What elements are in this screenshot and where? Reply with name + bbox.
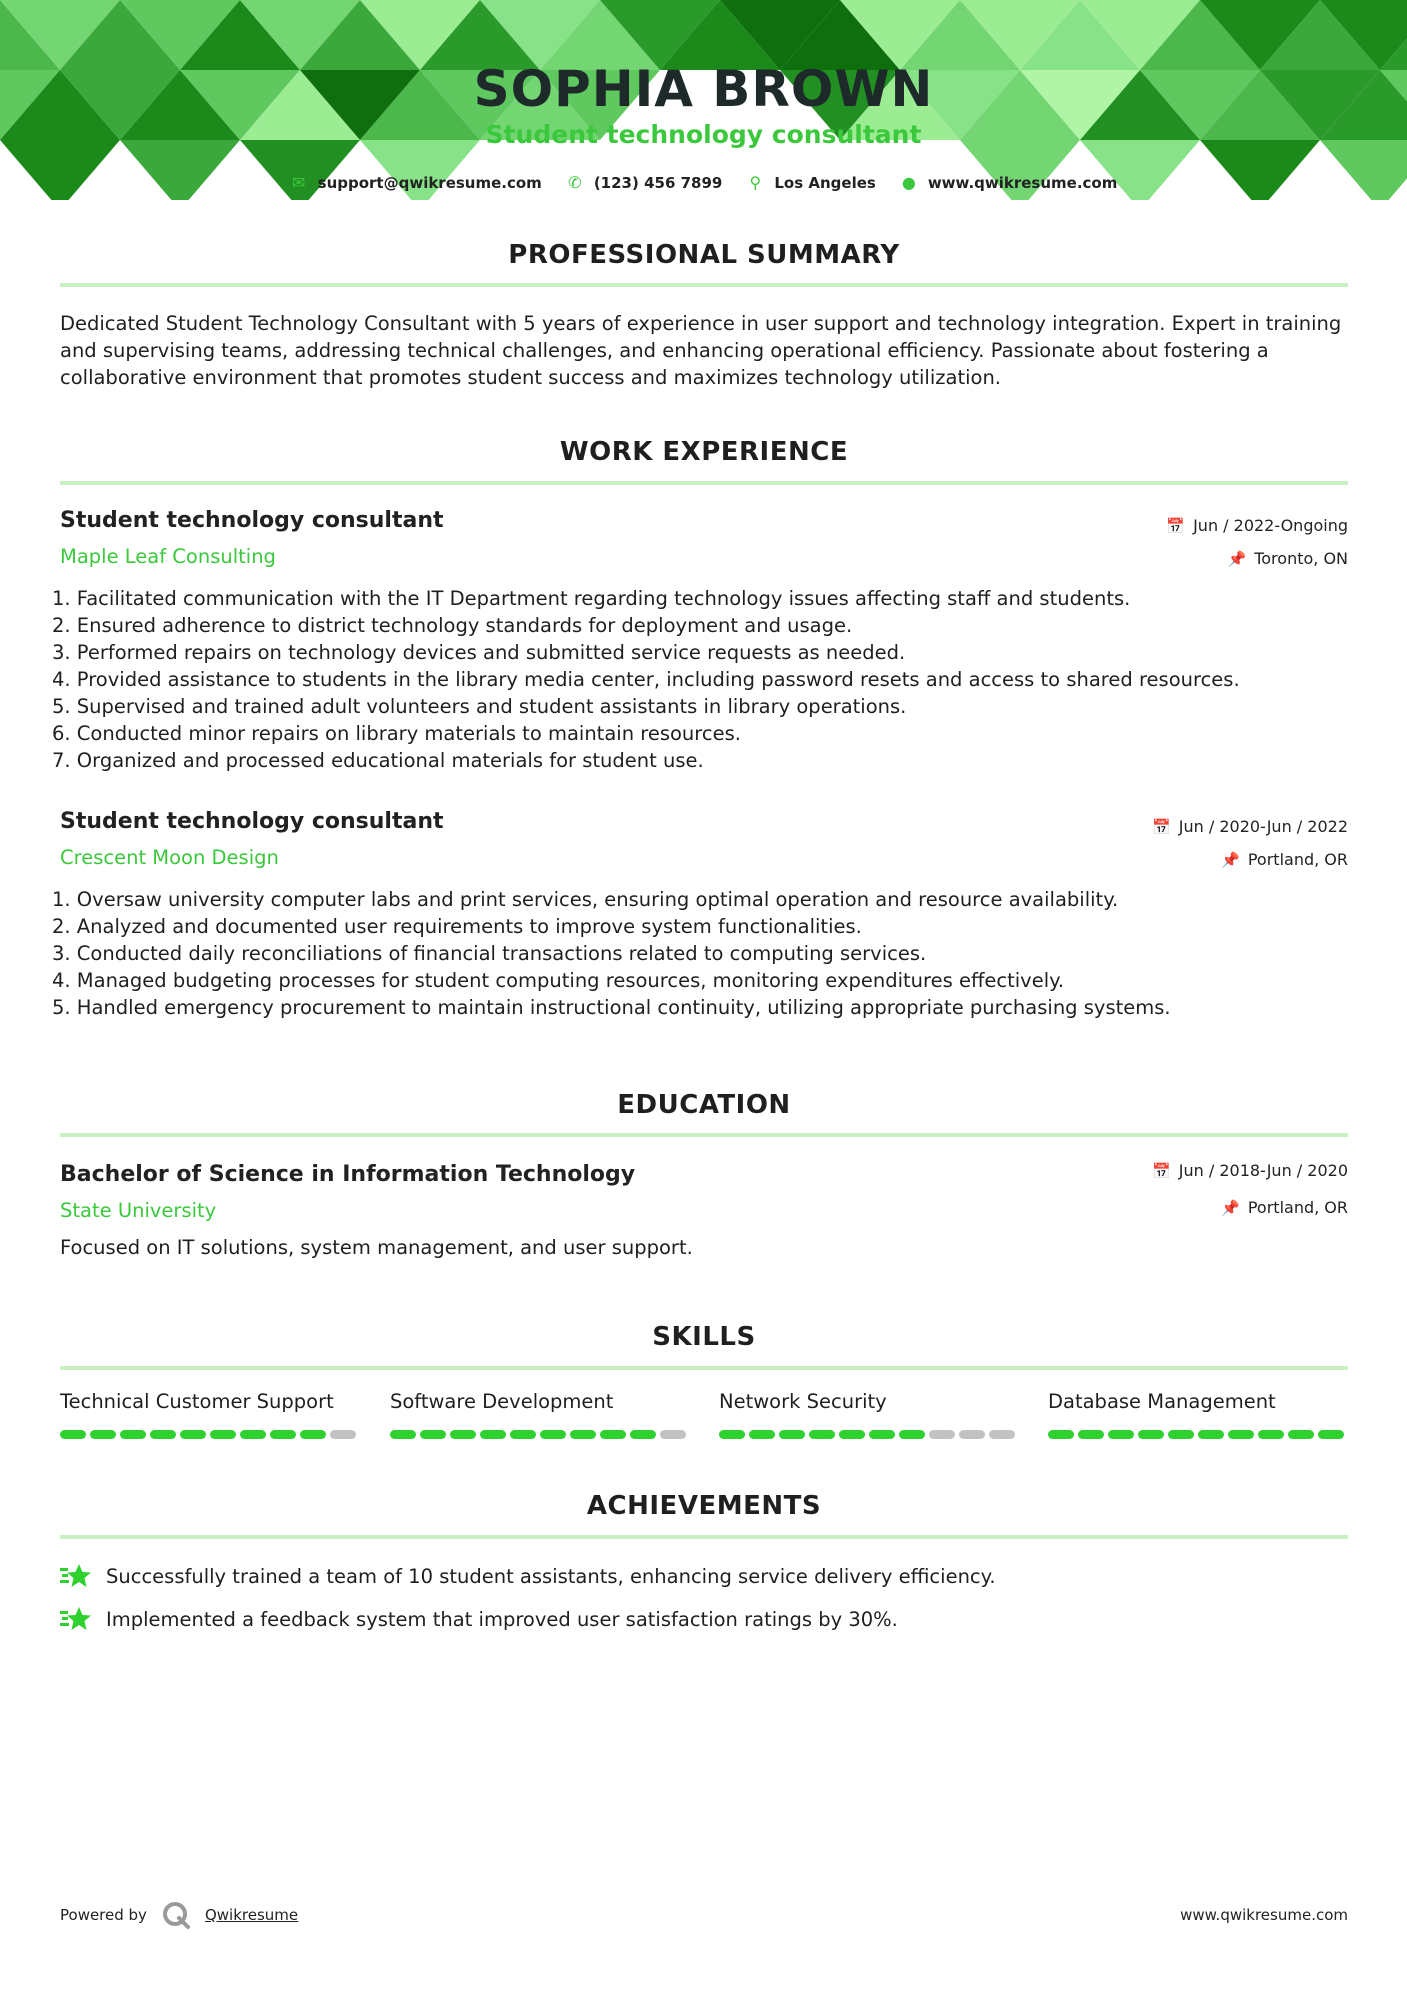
candidate-name: SOPHIA BROWN	[473, 60, 934, 118]
skill-level-segment	[240, 1430, 266, 1439]
skill-level-segment	[660, 1430, 686, 1439]
skill-level-segment	[839, 1430, 865, 1439]
section-title-achievements: ACHIEVEMENTS	[586, 1491, 822, 1521]
contact-phone-text: (123) 456 7899	[593, 173, 723, 192]
envelope-icon: ✉	[291, 173, 306, 192]
globe-icon: ●	[901, 173, 916, 192]
list-item: 2. Ensured adherence to district technology standards for deployment and usage.	[52, 614, 853, 637]
skill-level-segment	[719, 1430, 745, 1439]
job-location-text: Portland, OR	[1247, 850, 1348, 869]
contact-location-text: Los Angeles	[774, 173, 876, 192]
section-divider	[60, 1366, 1348, 1370]
list-item: 2. Analyzed and documented user requirements to improve system functionalities.	[52, 915, 862, 938]
skill-level-segment	[210, 1430, 236, 1439]
phone-icon: ✆	[568, 173, 582, 192]
skill-item	[719, 1390, 1019, 1439]
achievement-item	[60, 1605, 898, 1633]
calendar-icon: 📅	[1152, 817, 1171, 836]
skill-level-segment	[570, 1430, 596, 1439]
skill-level-segment	[630, 1430, 656, 1439]
skill-level-segment	[120, 1430, 146, 1439]
footer-website[interactable]: www.qwikresume.com	[1180, 1906, 1348, 1924]
section-title-skills: SKILLS	[652, 1322, 756, 1352]
contact-location	[746, 173, 875, 192]
job-company: Maple Leaf Consulting	[60, 545, 276, 568]
skill-level-segment	[869, 1430, 895, 1439]
education-date	[1152, 1161, 1348, 1180]
contact-bar	[0, 173, 1407, 192]
achievement-item	[60, 1562, 996, 1590]
skill-level-segment	[1108, 1430, 1134, 1439]
contact-email-text: support@qwikresume.com	[317, 173, 542, 192]
skill-level-segment	[1048, 1430, 1074, 1439]
skill-level-segment	[390, 1430, 416, 1439]
map-pin-icon: ⚲	[749, 173, 762, 192]
skill-level-segment	[480, 1430, 506, 1439]
header-banner	[0, 0, 1407, 200]
job-company: Crescent Moon Design	[60, 846, 279, 869]
skill-level-segment	[899, 1430, 925, 1439]
candidate-role: Student technology consultant	[485, 120, 922, 149]
list-item: 3. Conducted daily reconciliations of financial transactions related to computing services.	[52, 942, 927, 965]
skill-level-segment	[1138, 1430, 1164, 1439]
skill-level-segment	[929, 1430, 955, 1439]
star-icon	[60, 1605, 92, 1633]
skill-level-segment	[90, 1430, 116, 1439]
summary-text: Dedicated Student Technology Consultant with 5 years of experience in user support and technology integration. Expert in training and supervising teams, addressing technical challenges, and enhancing operational efficiency. Passionate about fostering a collaborative environment that promotes student success and maximizes technology utilization.	[60, 312, 1342, 389]
education-location	[1221, 1198, 1348, 1217]
calendar-icon: 📅	[1166, 516, 1186, 535]
job-location	[1228, 549, 1348, 568]
education-degree: Bachelor of Science in Information Technology	[60, 1162, 636, 1187]
skill-name: Software Development	[390, 1390, 614, 1413]
job-location	[1221, 850, 1348, 869]
job-date-text: Jun / 2022-Ongoing	[1193, 516, 1348, 535]
pin-icon: 📌	[1227, 549, 1247, 568]
skill-item	[1048, 1390, 1348, 1439]
skill-level-segment	[809, 1430, 835, 1439]
section-title-summary: PROFESSIONAL SUMMARY	[508, 240, 900, 270]
contact-email[interactable]	[290, 173, 542, 192]
list-item: 5. Handled emergency procurement to maintain instructional continuity, utilizing appropriate purchasing systems.	[52, 996, 1171, 1019]
section-divider	[60, 1133, 1348, 1137]
job-title: Student technology consultant	[60, 508, 444, 533]
job-responsibilities	[52, 886, 1352, 1021]
skill-level-bar	[719, 1430, 1019, 1439]
job-date	[1152, 817, 1348, 836]
skill-level-segment	[989, 1430, 1015, 1439]
list-item: 4. Provided assistance to students in the library media center, including password resets and access to shared resources.	[52, 668, 1240, 691]
skill-level-segment	[1168, 1430, 1194, 1439]
skill-name: Database Management	[1048, 1390, 1276, 1413]
achievement-text: Successfully trained a team of 10 student assistants, enhancing service delivery efficiency.	[106, 1564, 996, 1588]
star-icon	[60, 1562, 92, 1590]
skill-level-segment	[779, 1430, 805, 1439]
skill-item	[390, 1390, 690, 1439]
skill-level-segment	[1258, 1430, 1284, 1439]
list-item: 4. Managed budgeting processes for student computing resources, monitoring expenditures effectively.	[52, 969, 1065, 992]
skill-level-segment	[180, 1430, 206, 1439]
powered-by-label: Powered by	[60, 1906, 147, 1924]
skill-level-segment	[420, 1430, 446, 1439]
section-divider	[60, 1535, 1348, 1539]
job-title: Student technology consultant	[60, 809, 444, 834]
footer-powered-by	[60, 1900, 298, 1930]
skill-level-segment	[1288, 1430, 1314, 1439]
skill-level-segment	[1318, 1430, 1344, 1439]
achievement-text: Implemented a feedback system that improved user satisfaction ratings by 30%.	[106, 1607, 898, 1631]
list-item: 6. Conducted minor repairs on library materials to maintain resources.	[52, 722, 741, 745]
qwikresume-link[interactable]: Qwikresume	[204, 1906, 299, 1924]
skill-level-segment	[600, 1430, 626, 1439]
list-item: 1. Oversaw university computer labs and print services, ensuring optimal operation and resource availability.	[52, 888, 1119, 911]
section-title-experience: WORK EXPERIENCE	[559, 437, 849, 467]
skill-level-segment	[1198, 1430, 1224, 1439]
section-divider	[60, 481, 1348, 485]
skill-level-segment	[1078, 1430, 1104, 1439]
skill-level-segment	[330, 1430, 356, 1439]
skill-level-segment	[150, 1430, 176, 1439]
skill-name: Technical Customer Support	[60, 1390, 334, 1413]
education-location-text: Portland, OR	[1247, 1198, 1348, 1217]
section-title-education: EDUCATION	[617, 1090, 791, 1120]
skill-level-segment	[450, 1430, 476, 1439]
list-item: 7. Organized and processed educational materials for student use.	[52, 749, 704, 772]
list-item: 5. Supervised and trained adult volunteers and student assistants in library operations.	[52, 695, 907, 718]
skill-level-segment	[1228, 1430, 1254, 1439]
skill-level-segment	[270, 1430, 296, 1439]
education-date-text: Jun / 2018-Jun / 2020	[1178, 1161, 1348, 1180]
skill-item	[60, 1390, 360, 1439]
calendar-icon: 📅	[1152, 1161, 1171, 1180]
job-location-text: Toronto, ON	[1254, 549, 1348, 568]
skill-level-segment	[510, 1430, 536, 1439]
pin-icon: 📌	[1221, 1198, 1240, 1217]
job-date	[1166, 516, 1348, 535]
skill-level-segment	[540, 1430, 566, 1439]
skill-level-segment	[60, 1430, 86, 1439]
pin-icon: 📌	[1221, 850, 1240, 869]
contact-website[interactable]	[900, 173, 1118, 192]
qwikresume-logo-icon	[161, 1900, 191, 1930]
education-description: Focused on IT solutions, system management, and user support.	[60, 1236, 693, 1259]
education-school: State University	[60, 1199, 217, 1222]
skill-level-bar	[390, 1430, 690, 1439]
job-responsibilities	[52, 585, 1352, 774]
skill-level-segment	[749, 1430, 775, 1439]
skill-level-bar	[1048, 1430, 1348, 1439]
list-item: 3. Performed repairs on technology devices and submitted service requests as needed.	[52, 641, 906, 664]
skill-level-bar	[60, 1430, 360, 1439]
skill-level-segment	[959, 1430, 985, 1439]
skill-name: Network Security	[719, 1390, 887, 1413]
job-date-text: Jun / 2020-Jun / 2022	[1178, 817, 1348, 836]
list-item: 1. Facilitated communication with the IT Department regarding technology issues affecting staff and students.	[52, 587, 1131, 610]
contact-phone[interactable]	[566, 173, 723, 192]
contact-website-text: www.qwikresume.com	[927, 173, 1118, 192]
section-divider	[60, 283, 1348, 287]
skill-level-segment	[300, 1430, 326, 1439]
